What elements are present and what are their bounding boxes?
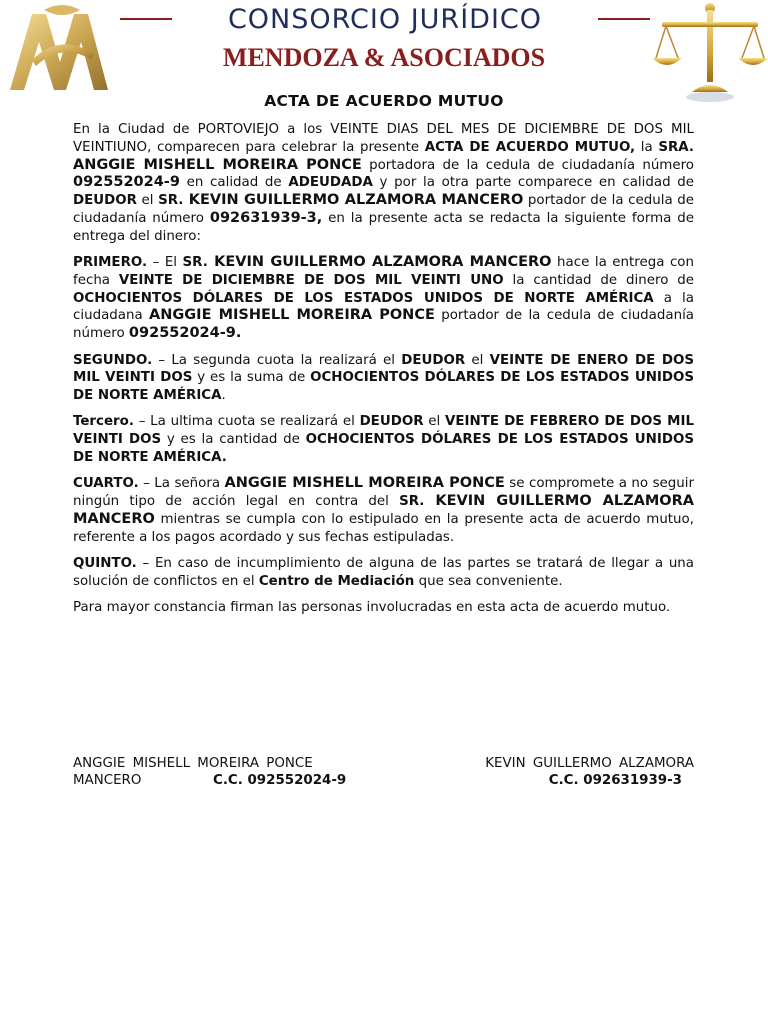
firm-name-line2: MENDOZA & ASOCIADOS: [222, 43, 546, 72]
signature-block: [73, 755, 694, 789]
monogram-icon: [2, 2, 120, 100]
signature-left-name: ANGGIE MISHELL MOREIRA PONCE: [73, 756, 313, 771]
header-rule-left: [120, 18, 172, 20]
clause-cuarto: CUARTO. – La señora ANGGIE MISHELL MOREIRA PONCE se compromete a no seguir ningún tipo de acción legal en contra del SR. KEVIN GUILLERMO ALZAMORA MANCERO mientras se cumpla con lo estipulado en la presente acta de acuerdo mutuo, referente a los pagos acordado y sus fechas estipuladas.: [73, 475, 694, 545]
closing-paragraph: Para mayor constancia firman las personas involucradas en esta acta de acuerdo mutuo.: [73, 600, 671, 616]
signature-name-wrap: MANCERO: [73, 773, 142, 788]
signature-right-id: C.C. 092631939-3: [548, 773, 682, 788]
document-body: [73, 121, 694, 625]
document-title: ACTA DE ACUERDO MUTUO: [264, 92, 504, 110]
header-rule-right: [598, 18, 650, 20]
clause-tercero: Tercero. – La ultima cuota se realizará el DEUDOR el VEINTE DE FEBRERO DE DOS MIL VEINTI DOS y es la cantidad de OCHOCIENTOS DÓLARES DE LOS ESTADOS UNIDOS DE NORTE AMÉRICA.: [73, 414, 695, 466]
signature-left-id: C.C. 092552024-9: [213, 773, 347, 788]
clause-primero: PRIMERO. – El SR. KEVIN GUILLERMO ALZAMORA MANCERO hace la entrega con fecha VEINTE DE DICIEMBRE DE DOS MIL VEINTI UNO la cantidad de dinero de OCHOCIENTOS DÓLARES DE LOS ESTADOS UNIDOS DE NORTE AMÉRICA a la ciudadana ANGGIE MISHELL MOREIRA PONCE portador de la cedula de ciudadanía número 092552024-9.: [73, 254, 695, 342]
signature-right-name: KEVIN GUILLERMO ALZAMORA: [485, 756, 694, 771]
intro-paragraph: En la Ciudad de PORTOVIEJO a los VEINTE DIAS DEL MES DE DICIEMBRE DE DOS MIL VEINTIUNO, comparecen para celebrar la presente ACTA DE ACUERDO MUTUO, la SRA. ANGGIE MISHELL MOREIRA PONCE portadora de la cedula de ciudadanía número 092552024-9 en calidad de ADEUDADA y por la otra parte comparece en calidad de DEUDOR el SR. KEVIN GUILLERMO ALZAMORA MANCERO portador de la cedula de ciudadanía número 092631939-3, en la presente acta se redacta la siguiente forma de entrega del dinero:: [73, 122, 694, 244]
clause-segundo: SEGUNDO. – La segunda cuota la realizará el DEUDOR el VEINTE DE ENERO DE DOS MIL VEINTI DOS y es la suma de OCHOCIENTOS DÓLARES DE LOS ESTADOS UNIDOS DE NORTE AMÉRICA.: [73, 352, 695, 404]
clause-quinto: QUINTO. – En caso de incumplimiento de alguna de las partes se tratará de llegar a una solución de conflictos en el Centro de Mediación que sea conveniente.: [73, 556, 694, 589]
firm-name-line1: CONSORCIO JURÍDICO: [227, 4, 543, 35]
